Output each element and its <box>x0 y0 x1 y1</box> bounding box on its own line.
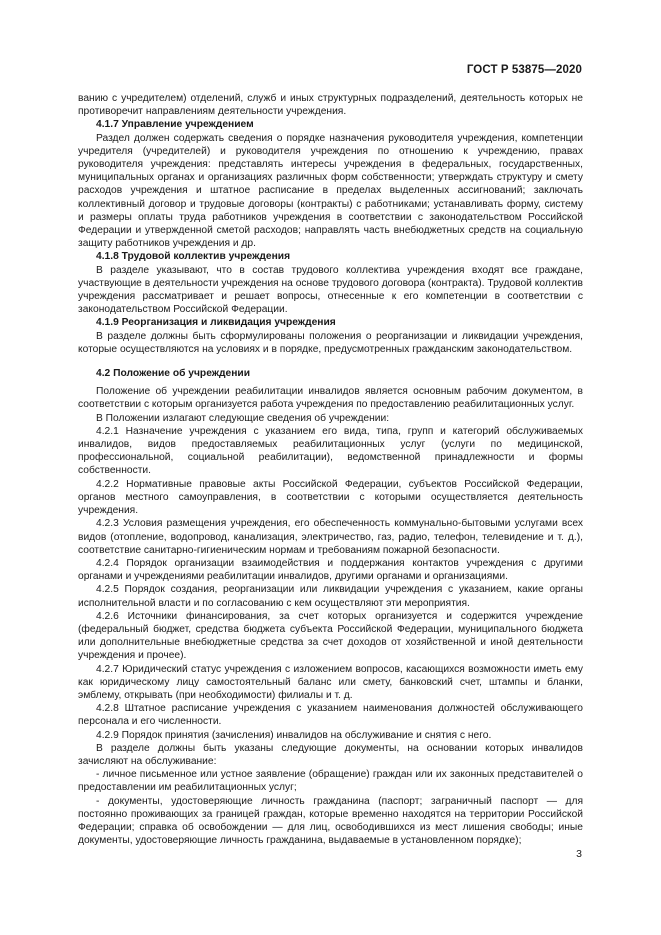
section-4-1-8-text: В разделе указывают, что в состав трудового коллектива учреждения входят все граждане, участвующие в деятельности учреждения на основе трудового договора (контракта). Трудовой коллектив учреждения рассматривает и решает вопросы, отнесенные к его компетенции в соответствии с законодательством Российской Федерации. <box>78 264 583 316</box>
section-4-2-4: 4.2.4 Порядок организации взаимодействия и поддержания контактов учреждения с другими органами и учреждениями реабилитации инвалидов, другими органами и организациями. <box>78 557 583 583</box>
section-4-2-paragraph-1: Положение об учреждении реабилитации инвалидов является основным рабочим документом, в соответствии с которым организуется работа учреждения по предоставлению реабилитационных услуг. <box>78 386 583 411</box>
section-4-2-heading: 4.2 Положение об учреждении <box>96 368 251 380</box>
documents-intro: В разделе должны быть указаны следующие документы, на основании которых инвалидов зачисляют на обслуживание: <box>78 742 583 767</box>
section-4-2-3: 4.2.3 Условия размещения учреждения, его обеспеченность коммунально-бытовыми услугами всех видов (отопление, водопровод, канализация, электричество, газ, радио, телефон, телевидение и т. д.), соответствие санитарно-гигиеническим нормам и требованиям пожарной безопасности. <box>78 518 583 556</box>
section-4-1-7-text: Раздел должен содержать сведения о порядке назначения руководителя учреждения, компетенции учредителя (учредителей) и руководителя учреждения по отношению к учреждению, правах руководителя учреждения: представлять интересы учреждения в федеральных, государственных, муниципальных органах и организациях различных форм собственности; утверждать структуру и смету расходов учреждения и штатное расписание в пределах выделенных ассигнований; заключать коллективный договор и трудовые договоры (контракты) с работниками; устанавливать форму, систему и размеры оплаты труда работников учреждения в соответствии с законодательством Российской Федерации и утвержденной сметой расходов; направлять часть внебюджетных средств на социальную защиту работников учреждения и др. <box>78 132 583 250</box>
section-4-2-9: 4.2.9 Порядок принятия (зачисления) инвалидов на обслуживание и снятия с него. <box>96 729 492 741</box>
intro-paragraph: ванию с учредителем) отделений, служб и иных структурных подразделений, деятельность которых не противоречит направлениям деятельности учреждения. <box>78 93 583 118</box>
section-4-1-8-heading: 4.1.8 Трудовой коллектив учреждения <box>96 251 291 263</box>
document-body <box>78 92 583 847</box>
section-4-2-6: 4.2.6 Источники финансирования, за счет которых организуется и содержится учреждение (федеральный бюджет, средства бюджета субъекта Российской Федерации, муниципального бюджета или дополнительные внебюджетные средства за счет доходов от хозяйственной и иной деятельности учреждения и прочее). <box>78 610 583 662</box>
section-4-2-1: 4.2.1 Назначение учреждения с указанием его вида, типа, групп и категорий обслуживаемых инвалидов, видов предоставляемых реабилитационных услуг (услуги по медицинской, профессиональной, социальной реабилитации), ведомственной принадлежности и формы собственности. <box>78 425 583 477</box>
section-4-2-7: 4.2.7 Юридический статус учреждения с изложением вопросов, касающихся возможности иметь ему как юридическому лицу самостоятельный баланс или смету, банковский счет, штампы и бланки, эмблему, открывать (при необходимости) филиалы и т. д. <box>78 663 583 701</box>
section-4-2-5: 4.2.5 Порядок создания, реорганизации или ликвидации учреждения с указанием, какие органы исполнительной власти и по согласованию с кем осуществляют эти мероприятия. <box>78 584 583 609</box>
section-4-2-8: 4.2.8 Штатное расписание учреждения с указанием наименования должностей обслуживающего персонала и его численности. <box>78 703 583 728</box>
documents-item-1: - личное письменное или устное заявление (обращение) граждан или их законных представителей о предоставлении им реабилитационных услуг; <box>78 769 583 794</box>
section-4-2-2: 4.2.2 Нормативные правовые акты Российской Федерации, субъектов Российской Федерации, органов местного самоуправления, в соответствии с которыми осуществляется деятельность учреждения. <box>78 478 583 517</box>
section-4-1-9-heading: 4.1.9 Реорганизация и ликвидация учреждения <box>96 317 336 329</box>
section-4-1-7-heading: 4.1.7 Управление учреждением <box>96 119 254 131</box>
page-number: 3 <box>576 848 582 860</box>
documents-item-2: - документы, удостоверяющие личность гражданина (паспорт; заграничный паспорт — для постоянно проживающих за границей граждан, которые временно находятся на территории Российской Федерации; справка об освобождении — для лиц, освободившихся из мест лишения свободы; иные документы, удостоверяющие личность гражданина, выдаваемые в установленном порядке); <box>78 795 583 847</box>
section-4-1-9-text: В разделе должны быть сформулированы положения о реорганизации и ликвидации учреждения, которые осуществляются на условиях и в порядке, предусмотренных гражданским законодательством. <box>78 330 583 355</box>
document-code: ГОСТ Р 53875—2020 <box>466 64 582 76</box>
section-4-2-paragraph-2: В Положении излагают следующие сведения об учреждении: <box>96 412 390 424</box>
